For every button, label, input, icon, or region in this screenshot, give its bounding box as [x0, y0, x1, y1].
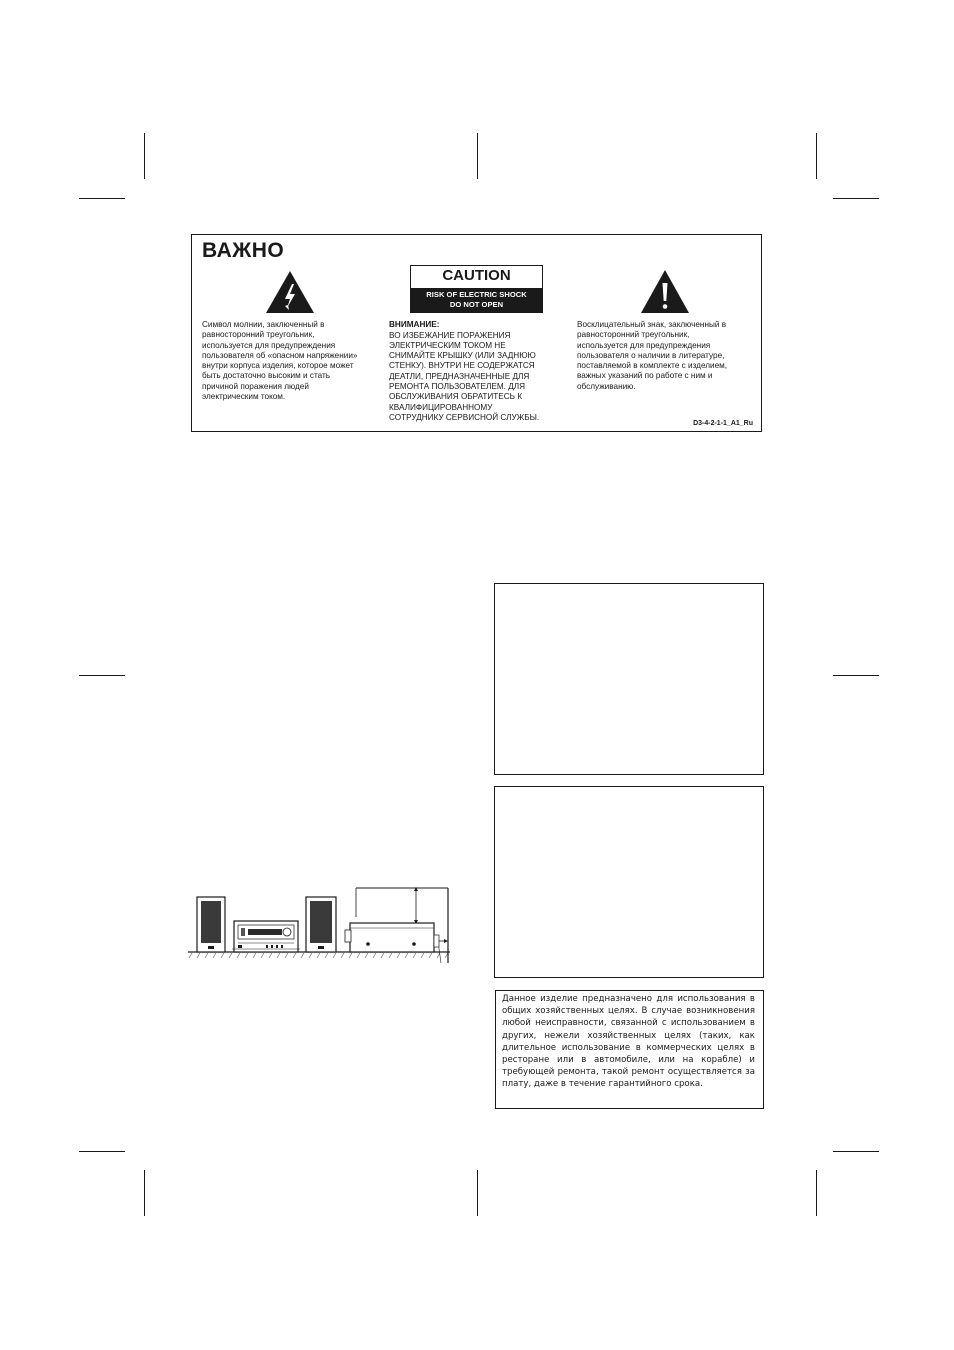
- box-title: ВАЖНО: [202, 239, 285, 262]
- warning-text: ВО ИЗБЕЖАНИЕ ПОРАЖЕНИЯ ЭЛЕКТРИЧЕСКИМ ТОКОМ НЕ СНИМАЙТЕ КРЫШКУ (ИЛИ ЗАДНЮЮ СТЕНКУ). ВНУТРИ НЕ СОДЕРЖАТСЯ ДЕАТЛИ, ПРЕДНАЗНАЧЕННЫЕ ДЛЯ РЕМОНТА ПОЛЬЗОВАТЕЛЕМ. ДЛЯ ОБСЛУЖИВАНИЯ ОБРАТИТЕСЬ К КВАЛИФИЦИРОВАННОМУ СОТРУДНИКУ СЕРВИСНОЙ СЛУЖБЫ.: [389, 330, 540, 422]
- notice-text: Данное изделие предназначено для использования в общих хозяйственных целях. В случае возникновения любой неисправности, связанной с использованием в других, нежели хозяйственных целях (таких, как длительное использование в коммерческих целях в ресторане или в автомобиле, или на корабле) и требующей ремонта, такой ремонт осуществляется за плату, даже в течение гарантийного срока.: [502, 994, 755, 1090]
- lightning-description: Символ молнии, заключенный в равносторонний треугольник, используется для предупреждения пользователя об «опасном напряжении» внутри корпуса изделия, которое может быть достаточно высоким и стать причиной поражения людей электрическим током.: [202, 320, 358, 402]
- important-safety-box: [191, 234, 762, 432]
- crop-mark: [477, 1170, 478, 1216]
- crop-mark: [816, 133, 817, 179]
- caution-label: [410, 265, 543, 313]
- exclamation-warning-icon: [640, 269, 690, 314]
- crop-mark: [144, 133, 145, 179]
- lightning-warning-icon: [265, 270, 315, 314]
- blank-box-middle: [494, 786, 764, 978]
- exclamation-description: Восклицательный знак, заключенный в равносторонний треугольник, используется для предупреждения пользователя о наличии в литературе, поставляемой в комплекте с изделием, важных указаний по работе с ним и обслуживанию.: [577, 320, 728, 391]
- caution-title: CAUTION: [442, 267, 511, 284]
- crop-mark: [833, 1151, 879, 1152]
- document-code: D3-4-2-1-1_A1_Ru: [693, 420, 753, 427]
- caution-subtitle: RISK OF ELECTRIC SHOCK DO NOT OPEN: [411, 288, 542, 312]
- crop-mark: [144, 1170, 145, 1216]
- crop-mark: [79, 198, 125, 199]
- crop-mark: [816, 1170, 817, 1216]
- warning-heading: ВНИМАНИЕ:: [389, 320, 440, 329]
- household-use-notice: [495, 990, 764, 1109]
- blank-box-top: [494, 583, 764, 775]
- equipment-placement-illustration: [188, 883, 458, 963]
- crop-mark: [79, 1151, 125, 1152]
- crop-mark: [79, 675, 125, 676]
- crop-mark: [833, 198, 879, 199]
- crop-mark: [477, 133, 478, 179]
- crop-mark: [833, 675, 879, 676]
